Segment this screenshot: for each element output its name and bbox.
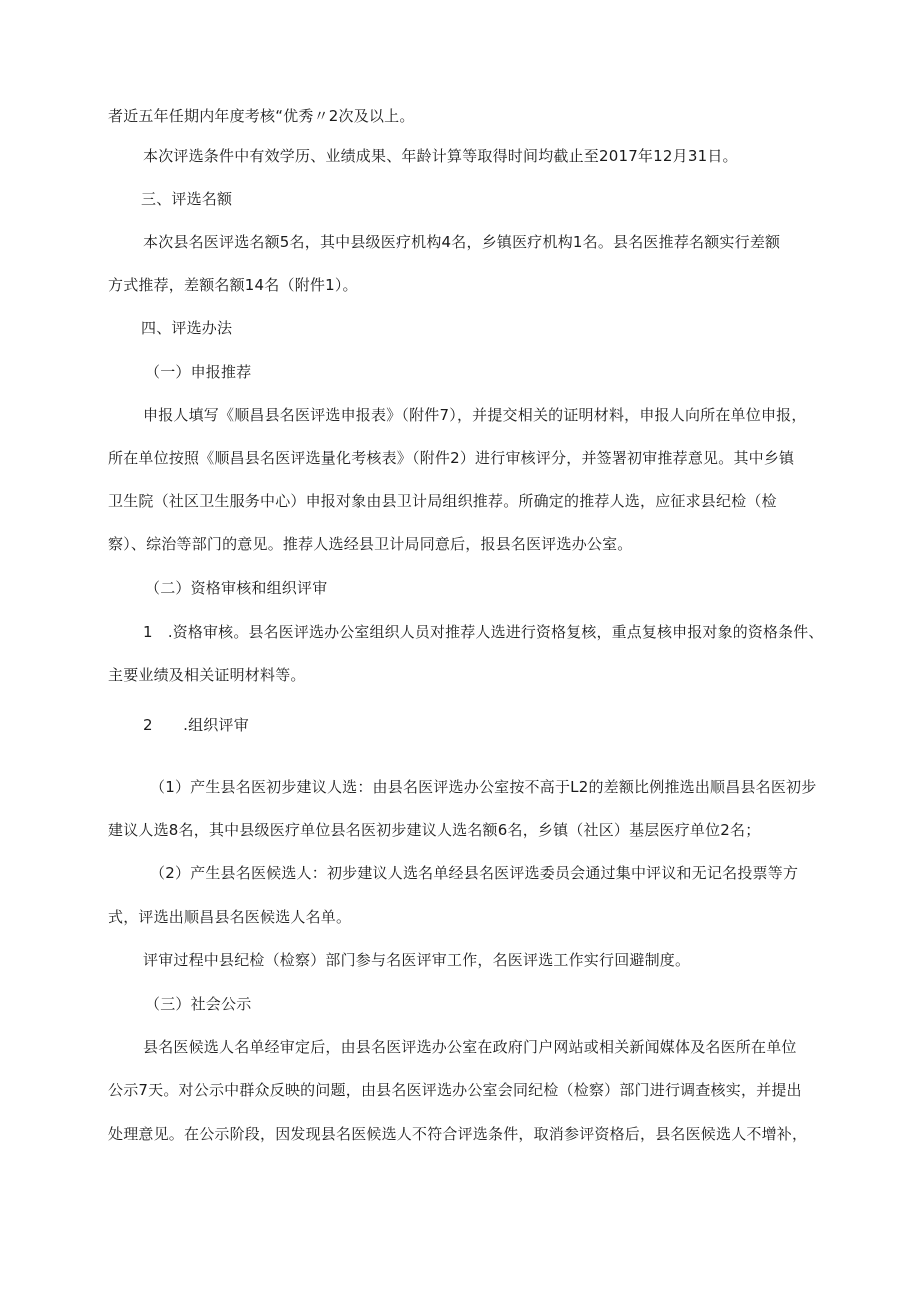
section-heading-method: 四、评选办法 <box>141 319 233 337</box>
subheading-review: （二）资格审核和组织评审 <box>145 579 328 597</box>
text-line-18: （2）产生县名医候选人：初步建议人选名单经县名医评选委员会通过集中评议和无记名投票等方 <box>150 864 799 882</box>
subheading-application: （一）申报推荐 <box>145 363 252 381</box>
text-line-19: 式，评选出顺昌县名医候选人名单。 <box>108 908 352 926</box>
text-line-5: 方式推荐，差额名额14名（附件1）。 <box>108 276 358 294</box>
text-line-13: 1 .资格审核。县名医评选办公室组织人员对推荐人选进行资格复核，重点复核申报对象的资格条件、 <box>143 623 824 641</box>
text-line-8: 申报人填写《顺昌县名医评选申报表》（附件7），并提交相关的证明材料，申报人向所在单位申报， <box>143 406 807 424</box>
text-line-23: 公示7天。对公示中群众反映的问题，由县名医评选办公室会同纪检（检察）部门进行调查核实，并提出 <box>108 1081 802 1099</box>
text-line-1: 者近五年任期内年度考核“优秀〃2次及以上。 <box>108 107 415 125</box>
section-heading-quota: 三、评选名额 <box>141 190 233 208</box>
text-line-10: 卫生院（社区卫生服务中心）申报对象由县卫计局组织推荐。所确定的推荐人选，应征求县纪检（检 <box>108 492 777 510</box>
text-line-14: 主要业绩及相关证明材料等。 <box>108 666 306 684</box>
text-line-16: （1）产生县名医初步建议人选：由县名医评选办公室按不高于L2的差额比例推选出顺昌县名医初步 <box>150 778 817 796</box>
text-line-4: 本次县名医评选名额5名，其中县级医疗机构4名，乡镇医疗机构1名。县名医推荐名额实行差额 <box>143 233 781 251</box>
text-line-11: 察）、综治等部门的意见。推荐人选经县卫计局同意后，报县名医评选办公室。 <box>108 535 633 553</box>
text-line-17: 建议人选8名，其中县级医疗单位县名医初步建议人选名额6名，乡镇（社区）基层医疗单位2名； <box>108 821 761 839</box>
text-line-15: 2 .组织评审 <box>143 716 249 734</box>
subheading-publicity: （三）社会公示 <box>145 995 252 1013</box>
text-line-2: 本次评选条件中有效学历、业绩成果、年龄计算等取得时间均截止至2017年12月31日。 <box>143 147 738 165</box>
text-line-22: 县名医候选人名单经审定后，由县名医评选办公室在政府门户网站或相关新闻媒体及名医所在单位 <box>143 1038 797 1056</box>
text-line-9: 所在单位按照《顺昌县名医评选量化考核表》（附件2）进行审核评分，并签署初审推荐意见。其中乡镇 <box>108 449 795 467</box>
text-line-20: 评审过程中县纪检（检察）部门参与名医评审工作，名医评选工作实行回避制度。 <box>143 951 691 969</box>
text-line-24: 处理意见。在公示阶段，因发现县名医候选人不符合评选条件，取消参评资格后，县名医候选人不增补， <box>108 1125 808 1143</box>
